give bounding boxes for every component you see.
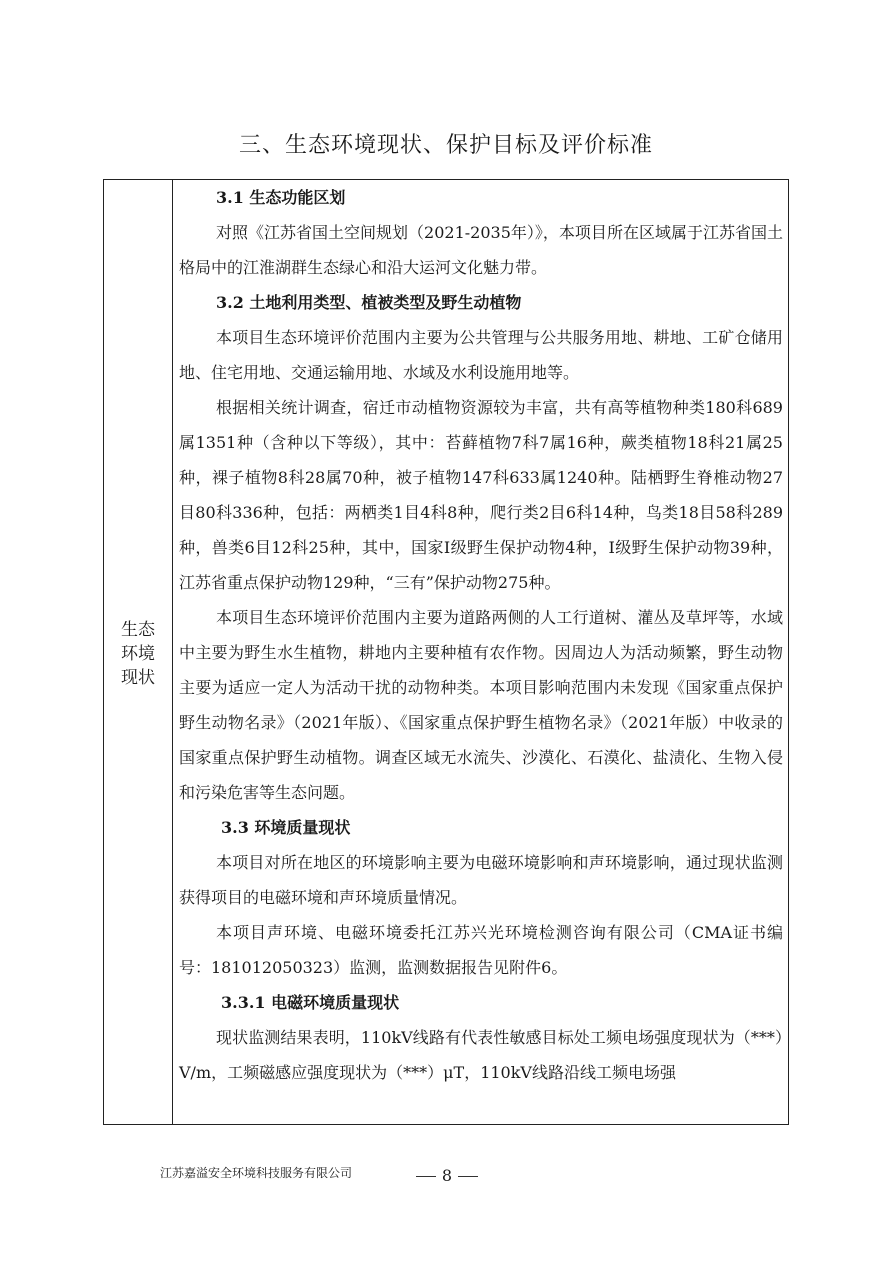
dash-right [458,1176,478,1177]
content-table [103,179,789,1125]
paragraph: 本项目生态环境评价范围内主要为公共管理与公共服务用地、耕地、工矿仓储用地、住宅用地、交通运输用地、水域及水利设施用地等。 [179,328,783,382]
paragraph: 根据相关统计调查，宿迁市动植物资源较为丰富，共有高等植物种类180科689属1351种（含种以下等级），其中：苔藓植物7科7属16种，蕨类植物18科21属25种，裸子植物8科28属70种，被子植物147科633属1240种。陆栖野生脊椎动物27目80科336种，包括：两栖类1目4科8种，爬行类2目6科14种，鸟类18目58科289种，兽类6目12科25种，其中，国家I级野生保护动物4种，I级野生保护动物39种，江苏省重点保护动物129种，“三有”保护动物275种。 [179,398,783,592]
footer-company: 江苏嘉溢安全环境科技服务有限公司 [160,1166,353,1180]
content-cell [179,180,783,1090]
section-heading: 3.2 土地利用类型、植被类型及野生动植物 [216,293,522,312]
section-heading: 3.3 环境质量现状 [221,818,351,837]
section-heading: 3.3.1 电磁环境质量现状 [221,993,400,1012]
page-title: 三、生态环境现状、保护目标及评价标准 [238,133,653,158]
paragraph: 本项目声环境、电磁环境委托江苏兴光环境检测咨询有限公司（CMA证书编号：181012050323）监测，监测数据报告见附件6。 [179,923,783,977]
row-label [104,618,172,690]
page-number-text: 8 [441,1166,453,1185]
dash-left [416,1176,436,1177]
section-heading: 3.1 生态功能区划 [216,188,346,207]
paragraph: 对照《江苏省国土空间规划（2021-2035年）》，本项目所在区域属于江苏省国土格局中的江淮湖群生态绿心和沿大运河文化魅力带。 [179,223,783,277]
paragraph: 本项目生态环境评价范围内主要为道路两侧的人工行道树、灌丛及草坪等，水域中主要为野生水生植物，耕地内主要种植有农作物。因周边人为活动频繁，野生动物主要为适应一定人为活动干扰的动物种类。本项目影响范围内未发现《国家重点保护野生动物名录》（2021年版）、《国家重点保护野生植物名录》（2021年版）中收录的国家重点保护野生动植物。调查区域无水流失、沙漠化、石漠化、盐渍化、生物入侵和污染危害等生态问题。 [179,608,783,802]
paragraph: 本项目对所在地区的环境影响主要为电磁环境影响和声环境影响，通过现状监测获得项目的电磁环境和声环境质量情况。 [179,853,783,907]
column-divider [172,180,173,1124]
paragraph: 现状监测结果表明，110kV线路有代表性敏感目标处工频电场强度现状为（***）V/m，工频磁感应强度现状为（***）μT，110kV线路沿线工频电场强 [179,1028,783,1082]
page-number [405,1166,489,1185]
row-label-text: 生态 环境 现状 [121,620,155,688]
